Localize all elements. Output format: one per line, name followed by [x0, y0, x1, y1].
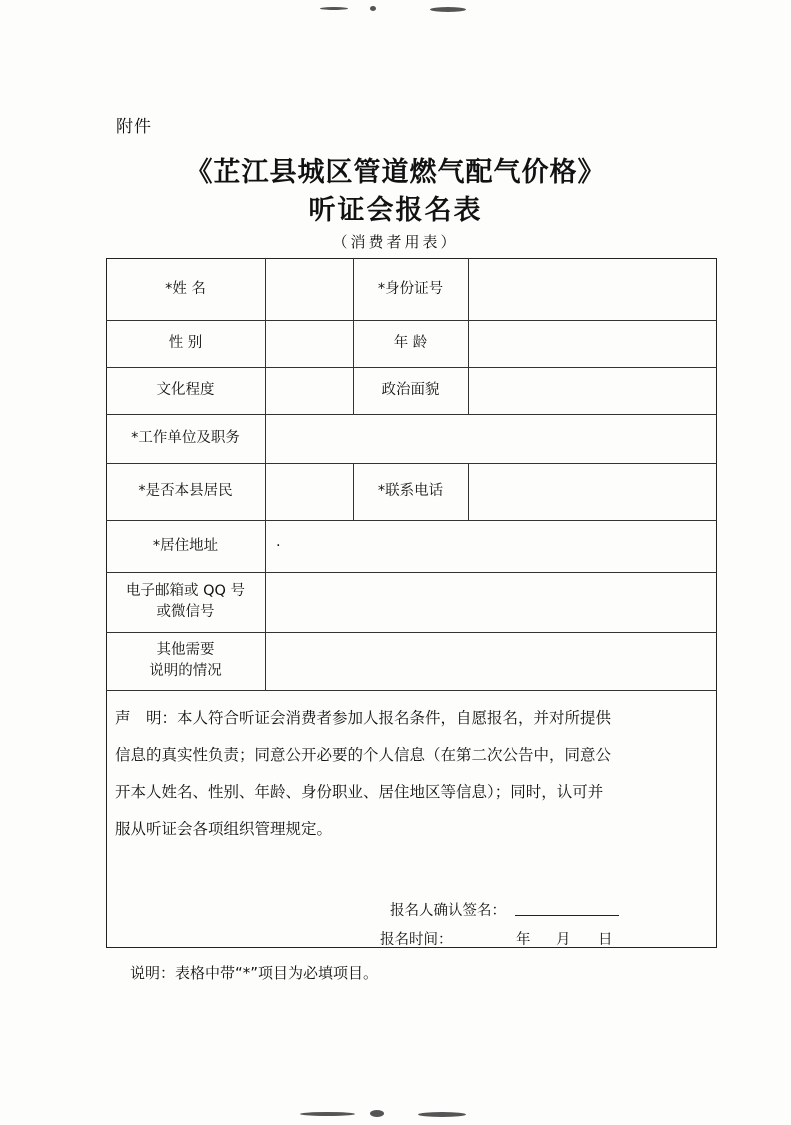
scan-artifact-top: [320, 4, 470, 14]
declaration-line: 声 明：本人符合听证会消费者参加人报名条件，自愿报名，并对所提供: [115, 709, 612, 727]
date-month-label: 月: [556, 932, 571, 948]
age-field[interactable]: [469, 321, 716, 367]
email-label-line2: 或微信号: [156, 604, 215, 620]
political-status-field[interactable]: [469, 368, 716, 414]
phone-label: *联系电话: [377, 483, 444, 499]
name-field[interactable]: [266, 259, 353, 320]
signature-label: 报名人确认签名：: [390, 903, 506, 919]
gender-field[interactable]: [266, 321, 353, 367]
local-resident-label: *是否本县居民: [138, 483, 233, 499]
other-label-line1: 其他需要: [156, 642, 215, 658]
date-year-label: 年: [516, 932, 531, 948]
declaration-text: [115, 700, 711, 848]
other-label-line2: 说明的情况: [149, 663, 222, 679]
political-status-label: 政治面貌: [381, 382, 440, 398]
employer-position-label: *工作单位及职务: [131, 430, 240, 446]
form-title-line1: 《芷江县城区管道燃气配气价格》: [185, 157, 606, 188]
declaration-line: 开本人姓名、性别、年龄、身份职业、居住地区等信息）；同时，认可并: [115, 783, 604, 801]
education-label: 文化程度: [156, 382, 215, 398]
declaration-line: 服从听证会各项组织管理规定。: [115, 820, 333, 838]
other-notes-field[interactable]: [266, 633, 716, 690]
employer-position-field[interactable]: [266, 415, 716, 463]
form-title-line2: 听证会报名表: [308, 195, 483, 226]
email-qq-wechat-field[interactable]: [266, 573, 716, 632]
education-field[interactable]: [266, 368, 353, 414]
id-number-field[interactable]: [469, 259, 716, 320]
local-resident-field[interactable]: [266, 464, 353, 520]
signature-line[interactable]: [515, 915, 619, 916]
date-day-label: 日: [598, 932, 613, 948]
scan-artifact-bottom: [300, 1108, 470, 1120]
email-qq-wechat-label: [106, 572, 265, 632]
registration-date-label: 报名时间：: [380, 932, 453, 948]
attachment-label: 附件: [116, 117, 152, 137]
email-label-line1: 电子邮箱或 QQ 号: [125, 583, 246, 599]
name-label: *姓 名: [165, 280, 206, 297]
id-number-label: *身份证号: [377, 280, 444, 297]
address-field[interactable]: ·: [276, 538, 281, 554]
gender-label: 性 别: [168, 335, 203, 351]
table-row-divider: [106, 690, 717, 691]
declaration-line: 信息的真实性负责；同意公开必要的个人信息（在第二次公告中，同意公: [115, 746, 612, 764]
phone-field[interactable]: [469, 464, 716, 520]
age-label: 年 龄: [393, 335, 428, 351]
footnote: 说明：表格中带“*”项目为必填项目。: [130, 964, 379, 982]
address-label: *居住地址: [152, 537, 219, 554]
form-subtitle: （消费者用表）: [332, 233, 459, 251]
other-notes-label: [106, 632, 265, 690]
